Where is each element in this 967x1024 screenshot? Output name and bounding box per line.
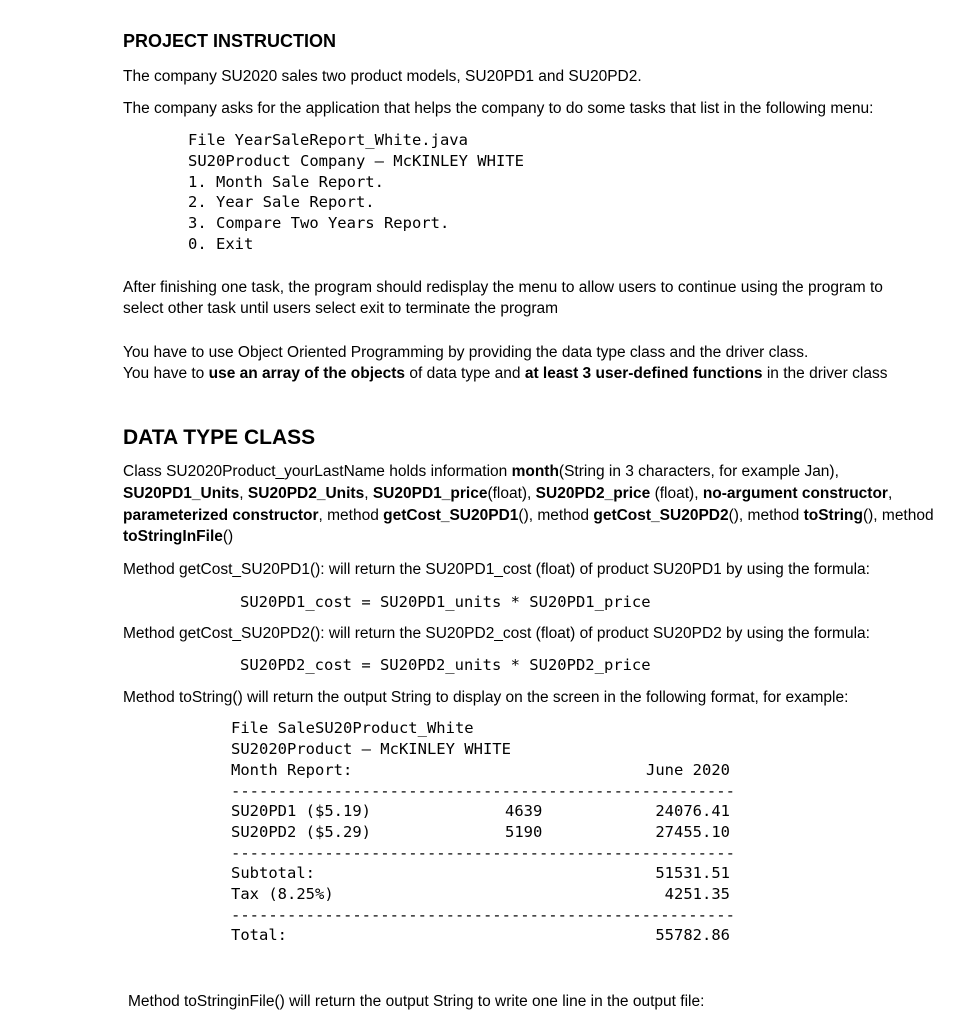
after-line-1: After finishing one task, the program should redisplay the menu to allow users to continue using the program to — [123, 279, 883, 296]
report-divider: ------------------------------------------------------ — [231, 843, 735, 862]
report-file-line: File SaleSU20Product_White — [231, 719, 474, 737]
oop-text: in the driver class — [762, 365, 888, 382]
intro-line-1: The company SU2020 sales two product models, SU20PD1 and SU20PD2. — [123, 68, 642, 85]
menu-line: 2. Year Sale Report. — [188, 193, 375, 212]
class-desc-bold: no-argument constructor — [702, 485, 888, 502]
after-line-2: select other task until users select exit to terminate the program — [123, 300, 559, 317]
report-tax-label: Tax (8.25%) — [231, 884, 334, 903]
class-desc-text: () — [222, 528, 234, 545]
method4-desc: Method toStringinFile() will return the output String to write one line in the output file: — [128, 993, 705, 1010]
class-desc-text: (), method — [728, 507, 804, 524]
menu-code-block — [188, 130, 524, 255]
menu-line: 1. Month Sale Report. — [188, 172, 384, 191]
oop-line-1: You have to use Object Oriented Programming by providing the data type class and the driver class. — [123, 344, 809, 361]
class-desc-text: Class SU2020Product_yourLastName holds information — [123, 463, 512, 480]
report-row-units: 4639 — [505, 801, 543, 820]
class-desc-bold: parameterized constructor — [123, 507, 319, 524]
class-desc-line-4 — [123, 526, 233, 547]
class-desc-bold: SU20PD1_price — [372, 485, 488, 502]
sample-report — [231, 718, 738, 946]
report-total-row — [231, 925, 738, 946]
class-desc-line-1 — [123, 461, 839, 482]
class-desc-bold: toString — [803, 507, 863, 524]
class-desc-bold: toStringInFile — [123, 528, 223, 545]
oop-line-2 — [123, 363, 887, 384]
method3-desc: Method toString() will return the output String to display on the screen in the following format, for example: — [123, 689, 849, 706]
formula-2: SU20PD2_cost = SU20PD2_units * SU20PD2_price — [240, 656, 651, 674]
class-desc-bold: getCost_SU20PD1 — [383, 507, 519, 524]
report-month-label: Month Report: — [231, 760, 353, 779]
class-desc-line-2 — [123, 483, 892, 504]
report-row-amount: 24076.41 — [655, 801, 730, 820]
report-subtotal-label: Subtotal: — [231, 863, 315, 882]
class-desc-bold: SU20PD2_price — [535, 485, 651, 502]
report-tax-row — [231, 884, 738, 905]
class-desc-text: , method — [318, 507, 384, 524]
report-month-value: June 2020 — [646, 760, 730, 779]
method1-desc: Method getCost_SU20PD1(): will return the SU20PD1_cost (float) of product SU20PD1 by using the formula: — [123, 561, 870, 578]
formula-1: SU20PD1_cost = SU20PD1_units * SU20PD1_price — [240, 593, 651, 611]
class-desc-bold: SU20PD1_Units — [123, 485, 240, 502]
class-desc-text: (), method — [862, 507, 934, 524]
report-divider: ------------------------------------------------------ — [231, 781, 735, 800]
report-row — [231, 822, 738, 843]
class-desc-text: , — [239, 485, 248, 502]
class-desc-line-3 — [123, 505, 934, 526]
oop-text: of data type and — [405, 365, 525, 382]
class-desc-text: (float), — [487, 485, 536, 502]
class-desc-text: , — [364, 485, 373, 502]
report-divider: ------------------------------------------------------ — [231, 905, 735, 924]
report-row-label: SU20PD1 ($5.19) — [231, 801, 371, 820]
report-total-label: Total: — [231, 925, 287, 944]
menu-line: SU20Product Company – McKINLEY WHITE — [188, 151, 524, 170]
class-desc-text: (), method — [518, 507, 594, 524]
report-month-row — [231, 760, 738, 781]
datatype-heading: DATA TYPE CLASS — [123, 426, 316, 449]
report-subtotal-row — [231, 863, 738, 884]
intro-line-2: The company asks for the application that helps the company to do some tasks that list in the following menu: — [123, 100, 874, 117]
report-subtotal-value: 51531.51 — [655, 863, 730, 882]
oop-emphasis: use an array of the objects — [208, 365, 406, 382]
class-desc-text: , — [887, 485, 893, 502]
menu-line: File YearSaleReport_White.java — [188, 131, 468, 149]
class-desc-bold: month — [511, 463, 559, 480]
report-company-line: SU2020Product – McKINLEY WHITE — [231, 739, 511, 758]
project-heading: PROJECT INSTRUCTION — [123, 31, 337, 51]
class-desc-bold: SU20PD2_Units — [247, 485, 365, 502]
menu-line: 0. Exit — [188, 234, 254, 253]
report-row-label: SU20PD2 ($5.29) — [231, 822, 371, 841]
report-row-units: 5190 — [505, 822, 543, 841]
menu-line: 3. Compare Two Years Report. — [188, 214, 450, 233]
method2-desc: Method getCost_SU20PD2(): will return the SU20PD2_cost (float) of product SU20PD2 by using the formula: — [123, 625, 870, 642]
report-row-amount: 27455.10 — [655, 822, 730, 841]
oop-text: You have to — [123, 365, 209, 382]
oop-emphasis: at least 3 user-defined functions — [524, 365, 763, 382]
report-total-value: 55782.86 — [655, 925, 730, 944]
class-desc-text: (String in 3 characters, for example Jan), — [558, 463, 839, 480]
report-tax-value: 4251.35 — [664, 884, 730, 903]
class-desc-bold: getCost_SU20PD2 — [593, 507, 729, 524]
report-row — [231, 801, 738, 822]
class-desc-text: (float), — [650, 485, 703, 502]
